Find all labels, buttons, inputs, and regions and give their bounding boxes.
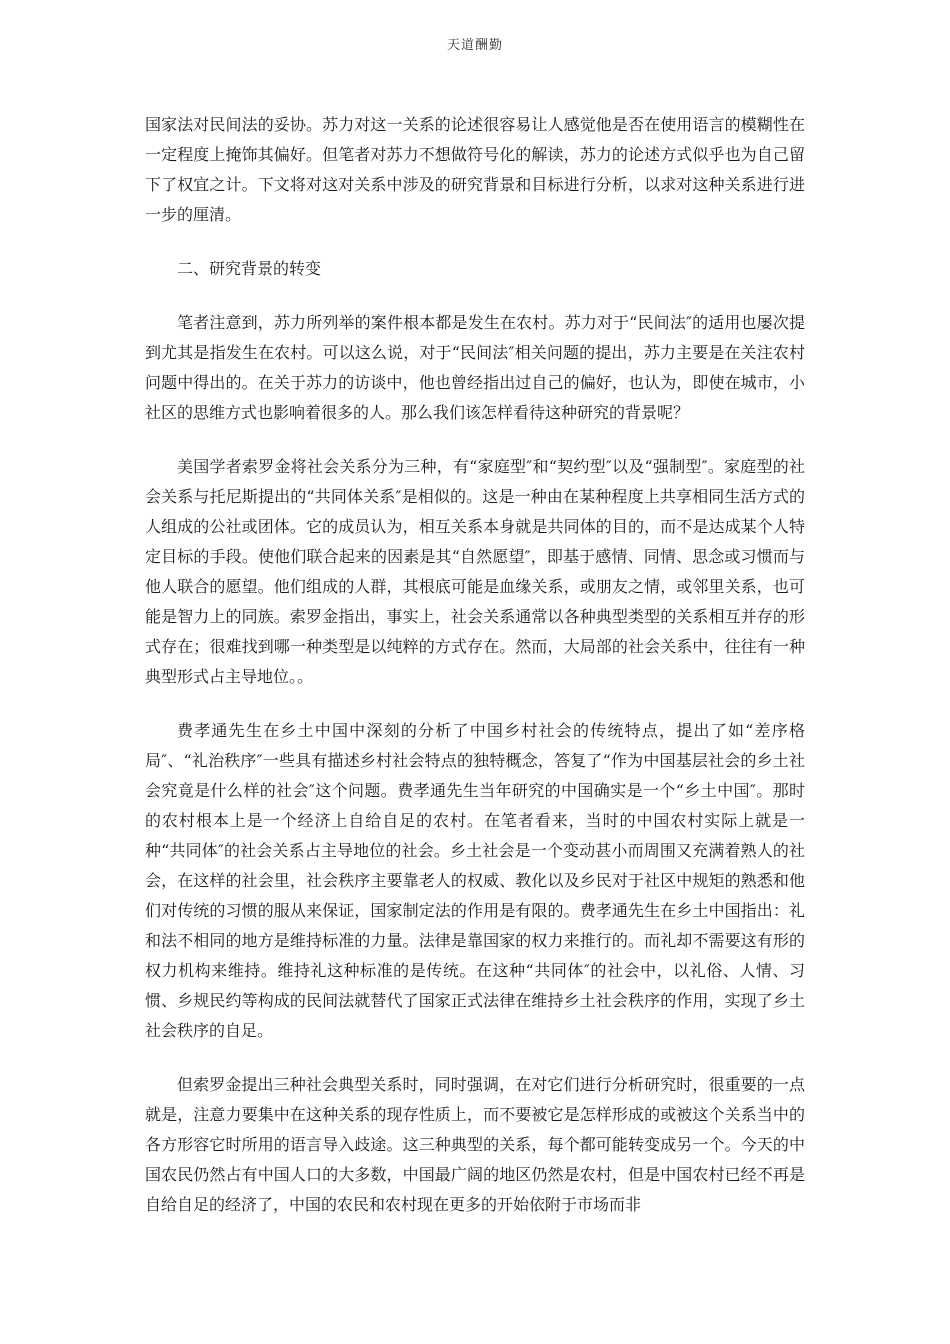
page-header: 天道酬勤 [446, 38, 503, 53]
section-heading: 二、研究背景的转变 [177, 259, 322, 278]
paragraph-continuation: 国家法对民间法的妥协。苏力对这一关系的论述很容易让人感觉他是否在使用语言的模糊性在一定程度上掩饰其偏好。但笔者对苏力不想做符号化的解读，苏力的论述方式似乎也为自己留下了权宜之计。下文将对这对关系中涉及的研究背景和目标进行分析，以求对这种关系进行进一步的厘清。 [145, 115, 805, 224]
paragraph: 但索罗金提出三种社会典型关系时，同时强调，在对它们进行分析研究时，很重要的一点就是，注意力要集中在这种关系的现存性质上，而不要被它是怎样形成的或被这个关系当中的各方形容它时所用的语言导入歧途。这三种典型的关系，每个都可能转变成另一个。今天的中国农民仍然占有中国人口的大多数，中国最广阔的地区仍然是农村，但是中国农村已经不再是自给自足的经济了，中国的农民和农村现在更多的开始依附于市场而非 [145, 1075, 805, 1214]
paragraph: 费孝通先生在乡土中国中深刻的分析了中国乡村社会的传统特点，提出了如“差序格局″、“礼治秩序″一些具有描述乡村社会特点的独特概念，答复了“作为中国基层社会的乡土社会究竟是什么样的社会″这个问题。费孝通先生当年研究的中国确实是一个“乡土中国″。那时的农村根本上是一个经济上自给自足的农村。在笔者看来，当时的中国农村实际上就是一种“共同体″的社会关系占主导地位的社会。乡土社会是一个变动甚小而周围又充满着熟人的社会，在这样的社会里，社会秩序主要靠老人的权威、教化以及乡民对于社区中规矩的熟悉和他们对传统的习惯的服从来保证，国家制定法的作用是有限的。费孝通先生在乡土中国指出：礼和法不相同的地方是维持标准的力量。法律是靠国家的权力来推行的。而礼却不需要这有形的权力机构来维持。维持礼这种标准的是传统。在这种“共同体″的社会中，以礼俗、人情、习惯、乡规民约等构成的民间法就替代了国家正式法律在维持乡土社会秩序的作用，实现了乡土社会秩序的自足。 [145, 721, 805, 1040]
document-body [145, 110, 805, 1244]
paragraph: 美国学者索罗金将社会关系分为三种，有“家庭型″和“契约型″以及“强制型″。家庭型的社会关系与托尼斯提出的“共同体关系″是相似的。这是一种由在某种程度上共享相同生活方式的人组成的公社或团体。它的成员认为，相互关系本身就是共同体的目的，而不是达成某个人特定目标的手段。使他们联合起来的因素是其“自然愿望″，即基于感情、同情、思念或习惯而与他人联合的愿望。他们组成的人群，其根底可能是血缘关系，或朋友之情，或邻里关系，也可能是智力上的同族。索罗金指出，事实上，社会关系通常以各种典型类型的关系相互并存的形式存在；很难找到哪一种类型是以纯粹的方式存在。然而，大局部的社会关系中，往往有一种典型形式占主导地位。。 [145, 457, 805, 686]
paragraph: 笔者注意到，苏力所列举的案件根本都是发生在农村。苏力对于“民间法″的适用也屡次提到尤其是指发生在农村。可以这么说，对于“民间法″相关问题的提出，苏力主要是在关注农村问题中得出的。在关于苏力的访谈中，他也曾经指出过自己的偏好，也认为，即使在城市，小社区的思维方式也影响着很多的人。那么我们该怎样看待这种研究的背景呢？ [145, 313, 805, 422]
